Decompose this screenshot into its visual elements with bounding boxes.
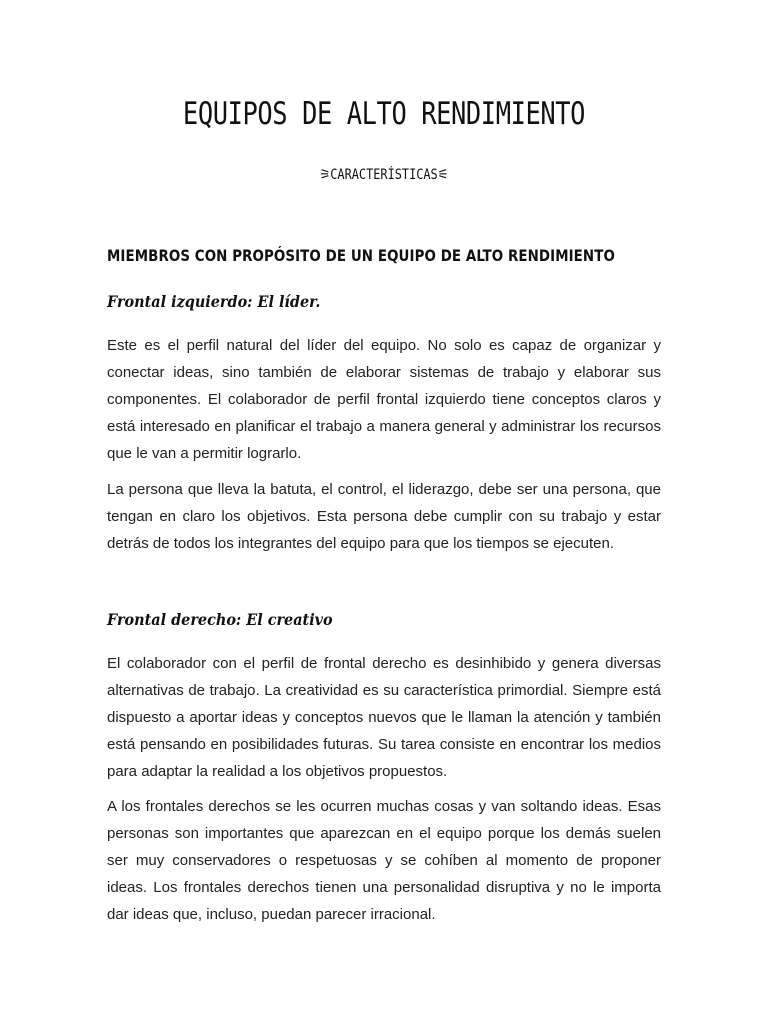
section-heading: MIEMBROS CON PROPÓSITO DE UN EQUIPO DE ALTO RENDIMIENTO	[107, 246, 615, 265]
document-subtitle: ⚞CARACTERÍSTICAS⚟	[319, 167, 449, 183]
document-title: EQUIPOS DE ALTO RENDIMIENTO	[182, 96, 586, 132]
subsection-heading-leader: Frontal izquierdo: El líder.	[107, 292, 321, 311]
subsection-heading-creative: Frontal derecho: El creativo	[107, 610, 333, 629]
paragraph-creative-2: A los frontales derechos se les ocurren muchas cosas y van soltando ideas. Esas personas son importantes que aparezcan en el equipo porque los demás suelen ser muy conservadores o respetuosas y se cohíben al momento de proponer ideas. Los frontales derechos tienen una personalidad disruptiva y no le importa dar ideas que, incluso, puedan parecer irracional.	[107, 798, 661, 923]
paragraph-leader-1: Este es el perfil natural del líder del equipo. No solo es capaz de organizar y conectar ideas, sino también de elaborar sistemas de trabajo y elaborar sus componentes. El colaborador de perfil frontal izquierdo tiene conceptos claros y está interesado en planificar el trabajo a manera general y administrar los recursos que le van a permitir lograrlo.	[107, 337, 661, 462]
paragraph-creative-1: El colaborador con el perfil de frontal derecho es desinhibido y genera diversas alternativas de trabajo. La creatividad es su característica primordial. Siempre está dispuesto a aportar ideas y conceptos nuevos que le llaman la atención y también está pensando en posibilidades futuras. Su tarea consiste en encontrar los medios para adaptar la realidad a los objetivos propuestos.	[107, 655, 661, 780]
paragraph-leader-2: La persona que lleva la batuta, el control, el liderazgo, debe ser una persona, que tengan en claro los objetivos. Esta persona debe cumplir con su trabajo y estar detrás de todos los integrantes del equipo para que los tiempos se ejecuten.	[107, 481, 661, 552]
